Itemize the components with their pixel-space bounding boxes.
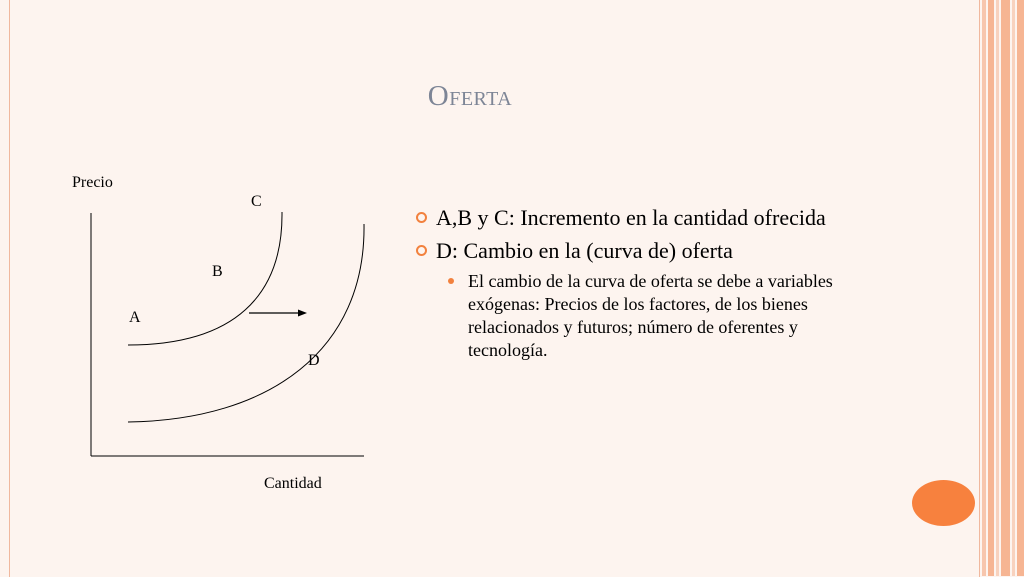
stripe-6: [1017, 0, 1024, 576]
bullet-text: D: Cambio en la (curva de) oferta: [436, 238, 733, 263]
curve-label-c: C: [251, 193, 262, 210]
ring-bullet-icon: [416, 245, 427, 256]
curve-abc: [128, 212, 282, 345]
stripe-3: [996, 0, 999, 576]
slide-title: Oferta: [427, 80, 513, 112]
dot-bullet-icon: [448, 278, 454, 284]
y-axis-label: Precio: [72, 174, 113, 191]
sub-bullet-list: [446, 270, 874, 362]
decorative-oval: [912, 480, 975, 526]
stripe-4: [1001, 0, 1010, 576]
sub-bullet-item: [446, 270, 858, 362]
curve-label-b: B: [212, 263, 223, 280]
curve-d: [128, 224, 364, 422]
shift-arrow-head: [298, 310, 307, 317]
ring-bullet-icon: [416, 212, 427, 223]
sub-bullet-text: El cambio de la curva de oferta se debe a variables exógenas: Precios de los factores, de los bienes relacionados y futuros; número de oferentes y tecnología.: [468, 271, 833, 360]
supply-graph: [0, 0, 400, 500]
bullet-item: [414, 204, 874, 231]
stripe-2: [988, 0, 994, 576]
bullet-text: A,B y C: Incremento en la cantidad ofrecida: [436, 205, 826, 230]
bullet-item: [414, 237, 874, 264]
stripe-5: [1012, 0, 1015, 576]
bullet-list: [414, 204, 874, 362]
x-axis-label: Cantidad: [264, 475, 322, 492]
curve-label-a: A: [129, 309, 141, 326]
curve-label-d: D: [308, 352, 320, 369]
stripe-1: [982, 0, 986, 576]
